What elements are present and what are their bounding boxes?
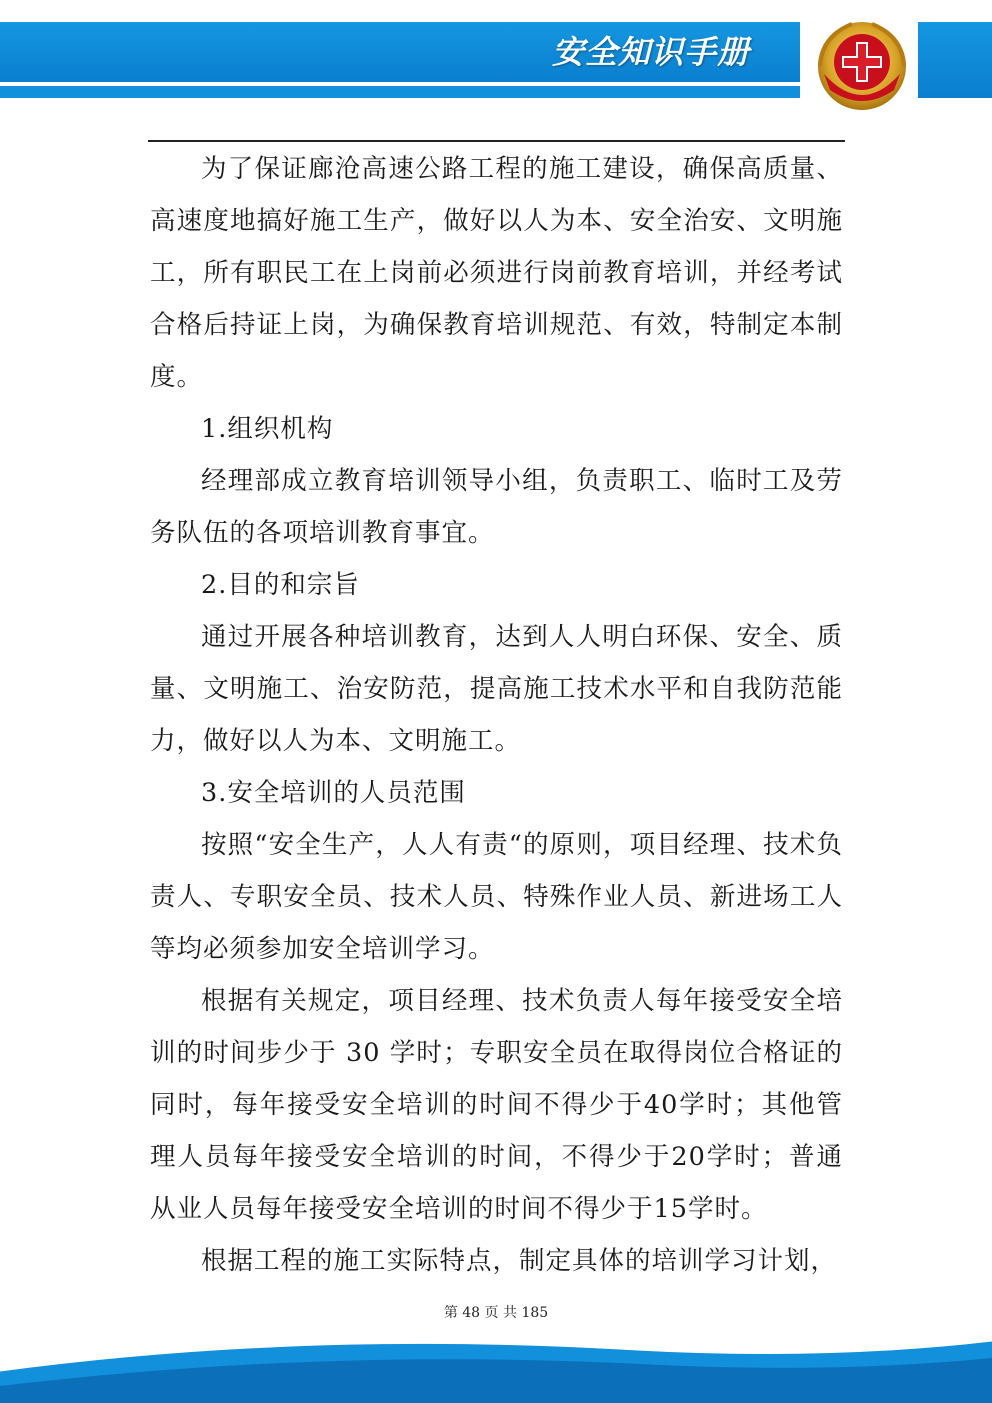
section-heading-purpose: 2.目的和宗旨	[201, 570, 360, 600]
header-title: 安全知识手册	[552, 33, 751, 71]
red-cross-emblem-icon	[812, 16, 912, 116]
page-number: 第 48 页 共 185	[443, 1305, 549, 1321]
footer-wave	[0, 1330, 992, 1403]
header-side-bar	[918, 22, 992, 98]
document-body	[150, 143, 843, 1287]
scope-paragraph: 按照“安全生产，人人有责“的原则，项目经理、技术负责人、专职安全员、技术人员、特殊作业人员、新进场工人等均必须参加安全培训学习。	[150, 830, 843, 964]
section-heading-organization: 1.组织机构	[201, 414, 334, 444]
organization-paragraph: 经理部成立教育培训领导小组，负责职工、临时工及劳务队伍的各项培训教育事宜。	[150, 466, 843, 548]
hours-paragraph: 根据有关规定，项目经理、技术负责人每年接受安全培训的时间步少于 30 学时；专职安全员在取得岗位合格证的同时，每年接受安全培训的时间不得少于40学时；其他管理人员每年接受安全培训的时间，不得少于20学时；普通从业人员每年接受安全培训的时间不得少于15学时。	[150, 986, 843, 1224]
intro-paragraph: 为了保证廊沧高速公路工程的施工建设，确保高质量、高速度地搞好施工生产，做好以人为本、安全治安、文明施工，所有职民工在上岗前必须进行岗前教育培训，并经考试合格后持证上岗，为确保教育培训规范、有效，特制定本制度。	[150, 154, 843, 392]
plan-paragraph: 根据工程的施工实际特点，制定具体的培训学习计划，	[201, 1246, 838, 1276]
purpose-paragraph: 通过开展各种培训教育，达到人人明白环保、安全、质量、文明施工、治安防范，提高施工技术水平和自我防范能力，做好以人为本、文明施工。	[150, 622, 843, 756]
header-divider	[148, 140, 845, 142]
section-heading-scope: 3.安全培训的人员范围	[201, 778, 466, 808]
header-stripe	[0, 86, 800, 98]
